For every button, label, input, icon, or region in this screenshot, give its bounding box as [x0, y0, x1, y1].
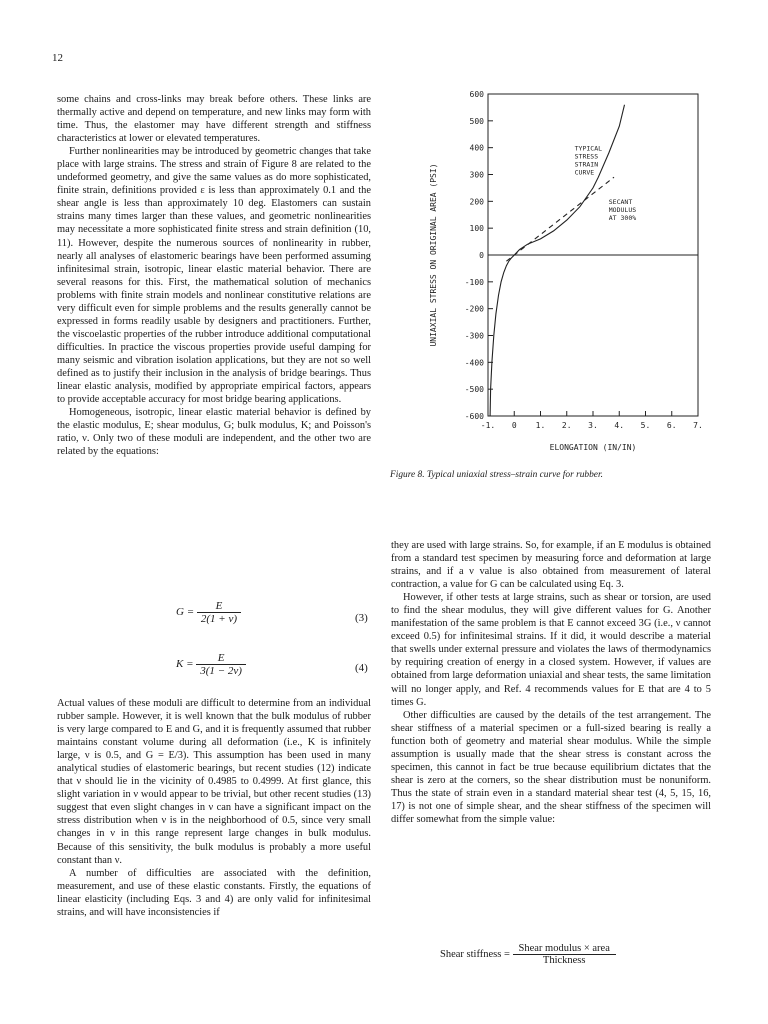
paragraph: However, if other tests at large strains, such as shear or torsion, are used to find the shear modulus, they will give different values for G. Another manifestation of the same problem is that E cannot exceed 3G (i.e., ν cannot exceed 0.5) for infinitesimal strains. If it did, it would describe a material that swells under external pressure and violates the laws of thermodynamics by requiring creation of energy in a closed system. However, if values are obtained from large deformation uniaxial and shear tests, the same limitation will no longer apply, and Ref. 4 recommends values for E that are 4 to 5 times G.	[391, 592, 711, 708]
y-axis-label: UNIAXIAL STRESS ON ORIGINAL AREA (PSI)	[429, 163, 438, 347]
y-tick-label: -500	[464, 385, 484, 395]
y-tick-label: 0	[479, 251, 484, 260]
equation-3-number: (3)	[355, 612, 368, 624]
y-tick-label: 400	[469, 143, 484, 153]
stress-strain-chart	[400, 82, 740, 462]
paragraph: Further nonlinearities may be introduced by geometric changes that take place with large strains. The stress and strain of Figure 8 are related to the undeformed geometry, and give the same values as do more sophisticated, finite strain, definitions provided ε is less than approximately 0.1 and the shear angle is less than approximately 10 deg. Elastomers can sustain strains many times larger than these values, and geometric nonlinearities may necessitate a more sophisticated finite stress and strain definition (10, 11). However, despite the numerous sources of nonlinearity in rubber, nearly all analyses of elastomeric bearings have been performed assuming infinitesimal strain, isotropic, linear elastic material behavior. There are several reasons for this. First, the mathematical solution of mechanics problems with finite strain models and nonlinear constitutive relations are very difficult even for simple problems and the results generally cannot be expressed in forms readily usable by designers and practitioners. Further, the viscoelastic properties of the rubber introduce additional computational difficulties. In practice the viscous properties provide useful damping for many seismic and vibration isolation applications, but they are not so well defined as to justify their inclusion in the analysis of bridge bearings. Thus linear elastic analysis, modified by appropriate empirical factors, appears to provide acceptable accuracy for most bridge bearing applications.	[57, 146, 371, 406]
secant-annotation-label: SECANT	[608, 198, 633, 207]
paragraph: Other difficulties are caused by the details of the test arrangement. The shear stiffness of a material specimen or a full-sized bearing is really a function both of geometry and material shear modulus. While the simple assumption is usually made that the shear stress is constant across the specimen, this cannot in fact be true because equilibrium dictates that the shear is zero at the corners, so the shear distribution must be nonuniform. Thus the state of strain even in a standard material shear test (4, 5, 15, 16, 17) is not one of simple shear, and the shear stiffness of the specimen will differ somewhat from the simple value:	[391, 709, 711, 825]
x-tick-label: 2.	[561, 421, 572, 430]
x-tick-label: 3.	[588, 421, 598, 430]
y-tick-label: 300	[469, 170, 484, 180]
y-tick-label: -300	[464, 331, 484, 341]
eq4-numerator: E	[196, 652, 246, 665]
y-tick-label: -100	[464, 277, 484, 287]
y-tick-label: -600	[464, 412, 484, 421]
paragraph: A number of difficulties are associated with the definition, measurement, and use of these elastic constants. Firstly, the equations of linear elasticity (including Eqs. 3 and 4) are only valid for infinitesimal strains, and will have inconsistencies if	[57, 867, 371, 918]
shear-numerator: Shear modulus × area	[513, 943, 616, 955]
x-tick-label: 0	[511, 421, 517, 430]
eq4-denominator: 3(1 − 2ν)	[200, 665, 242, 677]
paragraph: some chains and cross-links may break before others. These links are thermally active and depend on temperature, and new links may form with time. Thus, the elastomer may have different strength and stiffness characteristics at lower or elevated temperatures.	[57, 94, 371, 145]
y-tick-label: 500	[469, 116, 484, 126]
eq4-fraction	[196, 652, 246, 677]
stress-strain-curve	[490, 105, 624, 416]
shear-denominator: Thickness	[542, 955, 586, 966]
y-tick-label: 100	[469, 224, 484, 234]
shear-fraction	[513, 943, 616, 966]
x-tick-label: 6.	[666, 421, 677, 430]
x-tick-label: 5.	[640, 421, 651, 430]
shear-lhs: Shear stiffness =	[440, 948, 510, 960]
curve-annotation-label: TYPICAL	[574, 144, 603, 153]
left-column-bottom	[57, 697, 371, 919]
secant-annotation-label: AT 300%	[608, 214, 637, 223]
equation-3	[176, 600, 241, 625]
shear-stiffness-equation	[440, 943, 616, 966]
x-tick-label: -1.	[480, 421, 496, 430]
eq3-numerator: E	[197, 600, 241, 613]
x-tick-label: 1.	[535, 421, 546, 430]
right-column	[391, 539, 711, 826]
y-tick-label: 600	[469, 90, 484, 99]
secant-annotation-label: MODULUS	[608, 206, 637, 215]
page-number: 12	[52, 52, 63, 64]
y-tick-label: -200	[464, 304, 484, 314]
y-tick-label: 200	[469, 197, 484, 207]
y-tick-label: -400	[464, 358, 484, 368]
x-tick-label: 4.	[614, 421, 625, 430]
equation-4	[176, 652, 246, 677]
eq3-fraction	[197, 600, 241, 625]
equation-4-number: (4)	[355, 662, 368, 674]
secant-modulus-line	[506, 177, 614, 261]
eq3-lhs: G =	[176, 606, 195, 619]
paragraph: Homogeneous, isotropic, linear elastic material behavior is defined by the elastic modulus, E; shear modulus, G; bulk modulus, K; and Poisson's ratio, ν. Only two of these moduli are independent, and the other two are related by the equations:	[57, 407, 371, 458]
eq4-lhs: K =	[176, 658, 194, 671]
curve-annotation-label: CURVE	[574, 168, 595, 177]
paragraph: Actual values of these moduli are difficult to determine from an individual rubber sample. However, it is well known that the bulk modulus of rubber is very large compared to E and G, and it is frequently assumed that rubber maintains constant volume during all deformation (i.e., K is infinitely large, ν is 0.5, and G = E/3). This assumption has been used in many analytical studies of elastomeric bearings, but recent studies (12) indicate that ν should lie in the vicinity of 0.4985 to 0.4999. At first glance, this slight variation in ν would appear to be trivial, but other recent studies (13) suggest that even slight changes in ν can have a significant impact on the stress distribution when ν is in the neighborhood of 0.5, since very small changes in ν in this range represent large changes in bulk modulus. Because of this sensitivity, the bulk modulus is probably a more useful constant than ν.	[57, 698, 371, 866]
paragraph: they are used with large strains. So, for example, if an E modulus is obtained from a standard test specimen by measuring force and deformation at large strains, and if a ν value is also obtained from measurement of lateral contraction, a value for G can be calculated using Eq. 3.	[391, 540, 711, 591]
eq3-denominator: 2(1 + ν)	[200, 613, 238, 625]
left-column-top	[57, 93, 371, 458]
figure-caption: Figure 8. Typical uniaxial stress–strain curve for rubber.	[390, 470, 603, 480]
curve-annotation-label: STRESS	[574, 152, 599, 161]
curve-annotation-label: STRAIN	[574, 160, 599, 169]
x-tick-label: 7.	[693, 421, 703, 430]
x-axis-label: ELONGATION (IN/IN)	[549, 443, 637, 452]
